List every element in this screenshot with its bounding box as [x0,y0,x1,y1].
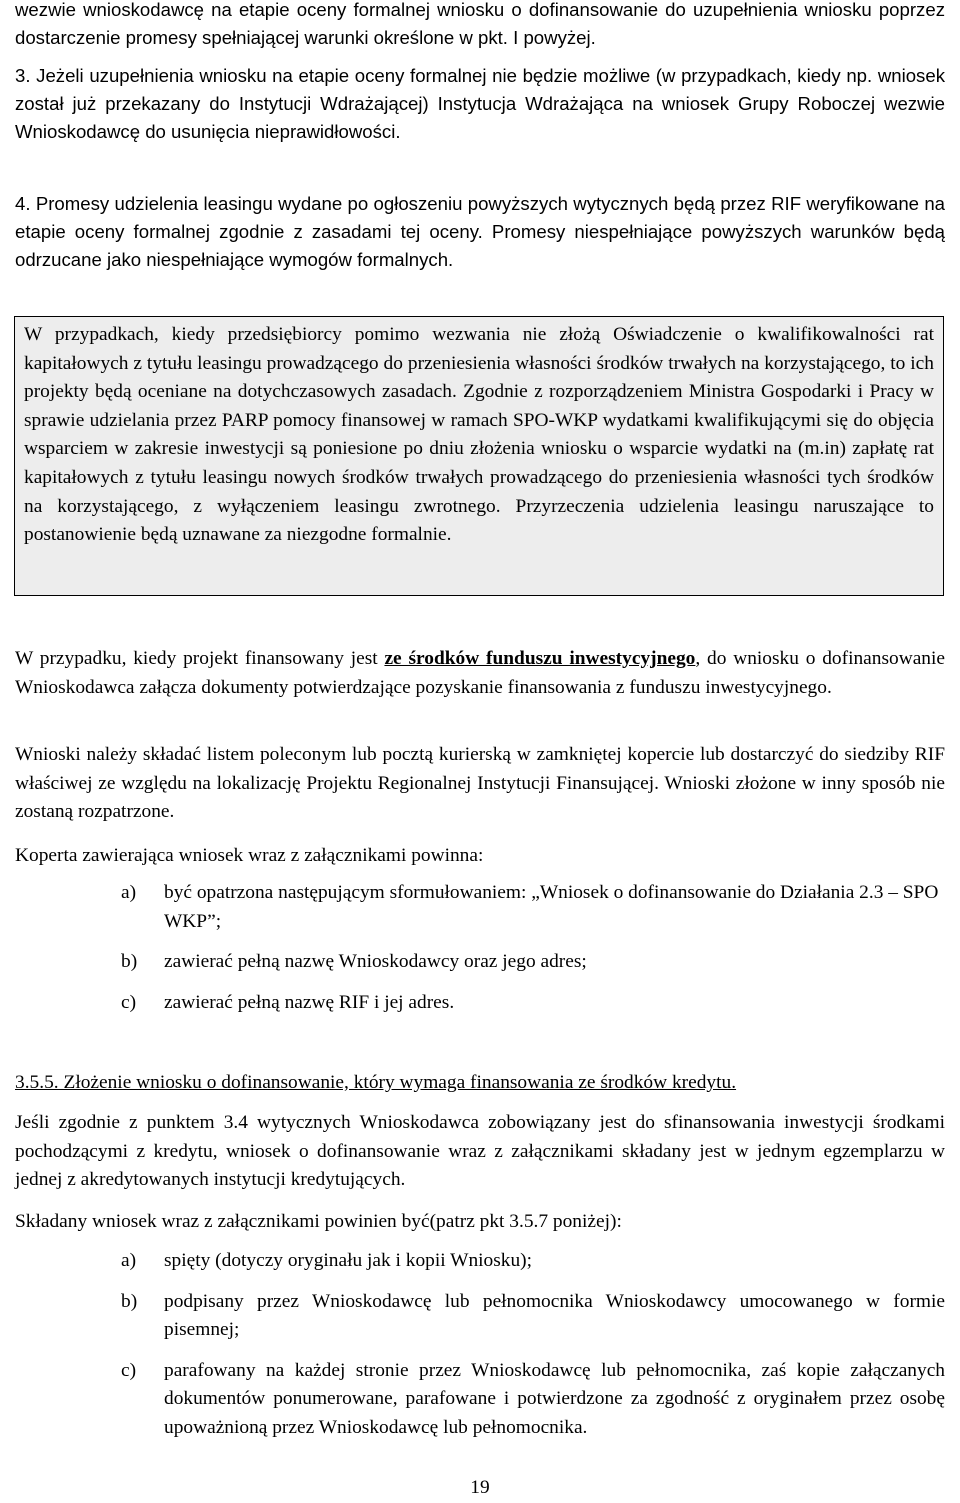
list-marker: b) [121,1290,138,1312]
fund-paragraph-before: W przypadku, kiedy projekt finansowany jest [15,648,385,669]
item-3-paragraph: 3. Jeżeli uzupełnienia wniosku na etapie oceny formalnej nie będzie możliwe (w przypadkach, kiedy np. wniosek został już przekazany do Instytucji Wdrażającej) Instytucja Wdrażająca na wniosek Grupy Roboczej wezwie Wnioskodawcę do usunięcia nieprawidłowości. [15,65,945,143]
list-item [121,879,945,936]
envelope-intro: Koperta zawierająca wniosek wraz z załącznikami powinna: [15,845,484,866]
list-marker: c) [121,1359,137,1381]
fund-paragraph [15,645,945,702]
list-item [121,948,945,977]
boxed-note [14,316,944,596]
page-number: 19 [470,1477,490,1498]
list-item-text: podpisany przez Wnioskodawcę lub pełnomocnika Wnioskodawcy umocowanego w formie pisemnej; [164,1290,945,1341]
fund-paragraph-after: , do wniosku o dofinansowanie Wnioskodawca załącza dokumenty potwierdzające pozyskanie finansowania z funduszu inwestycyjnego. [15,648,945,698]
list-item [121,1357,945,1443]
list-item-text: zawierać pełną nazwę Wnioskodawcy oraz jego adres; [164,951,587,973]
list-marker: b) [121,951,138,973]
list-item [121,1288,945,1345]
fund-paragraph-emphasis: ze środków funduszu inwestycyjnego [384,648,696,669]
list-marker: a) [121,1250,137,1271]
list-item-text: spięty (dotyczy oryginału jak i kopii Wniosku); [164,1250,533,1271]
list-marker: a) [121,882,137,903]
submission-paragraph: Wnioski należy składać listem poleconym lub pocztą kurierską w zamkniętej kopercie lub dostarczyć do siedziby RIF właściwej ze względu na lokalizację Projektu Regionalnej Instytucji Finansującej. Wnioski złożone w inny sposób nie zostaną rozpatrzone. [15,744,945,823]
item-4-paragraph: 4. Promesy udzielenia leasingu wydane po ogłoszeniu powyższych wytycznych będą przez RIF weryfikowane na etapie oceny formalnej zgodnie z zasadami tej oceny. Promesy niespełniające powyższych warunków będą odrzucane jako niespełniające wymogów formalnych. [15,193,945,271]
envelope-list [121,879,945,1017]
list-marker: c) [121,991,137,1013]
credit-paragraph: Jeśli zgodnie z punktem 3.4 wytycznych Wnioskodawca zobowiązany jest do sfinansowania inwestycji środkami pochodzącymi z kredytu, wniosek o dofinansowanie wraz z załącznikami składany jest w jednym egzemplarzu w jednej z akredytowanych instytucji kredytujących. [15,1112,945,1191]
section-heading: 3.5.5. Złożenie wniosku o dofinansowanie, który wymaga finansowania ze środków kredytu. [15,1072,737,1093]
list-item-text: zawierać pełną nazwę RIF i jej adres. [164,991,455,1013]
list-item-text: parafowany na każdej stronie przez Wnioskodawcę lub pełnomocnika, zaś kopie załączanych dokumentów ponumerowane, parafowane i potwierdzone za zgodność z oryginałem przez osobę upoważnioną przez Wnioskodawcę lub pełnomocnika. [164,1359,945,1438]
intro-paragraph: wezwie wnioskodawcę na etapie oceny formalnej wniosku o dofinansowanie do uzupełnienia wniosku poprzez dostarczenie promesy spełniającej warunki określone w pkt. I powyżej. [15,0,945,49]
list-item-text: być opatrzona następującym sformułowaniem: „Wniosek o dofinansowanie do Działania 2.3 – SPO WKP”; [164,882,939,932]
credit-list [121,1247,945,1443]
list-item [121,1247,945,1276]
credit-list-intro: Składany wniosek wraz z załącznikami powinien być(patrz pkt 3.5.7 poniżej): [15,1211,622,1232]
boxed-note-text: W przypadkach, kiedy przedsiębiorcy pomimo wezwania nie złożą Oświadczenie o kwalifikowalności rat kapitałowych z tytułu leasingu prowadzącego do przeniesienia własności środków trwałych na korzystającego, to ich projekty będą oceniane na dotychczasowych zasadach. Zgodnie z rozporządzeniem Ministra Gospodarki i Pracy w sprawie udzielania przez PARP pomocy finansowej w ramach SPO-WKP wydatkami kwalifikującymi się do objęcia wsparciem w zakresie inwestycji są poniesione po dniu złożenia wniosku o wsparcie wydatki na (m.in) zapłatę rat kapitałowych z tytułu leasingu nowych środków trwałych prowadzącego do przeniesienia własności tych środków na korzystającego, z wyłączeniem leasingu zwrotnego. Przyrzeczenia udzielenia leasingu naruszające to postanowienie będą uznawane za niezgodne formalnie. [24,324,934,546]
list-item [121,989,945,1018]
